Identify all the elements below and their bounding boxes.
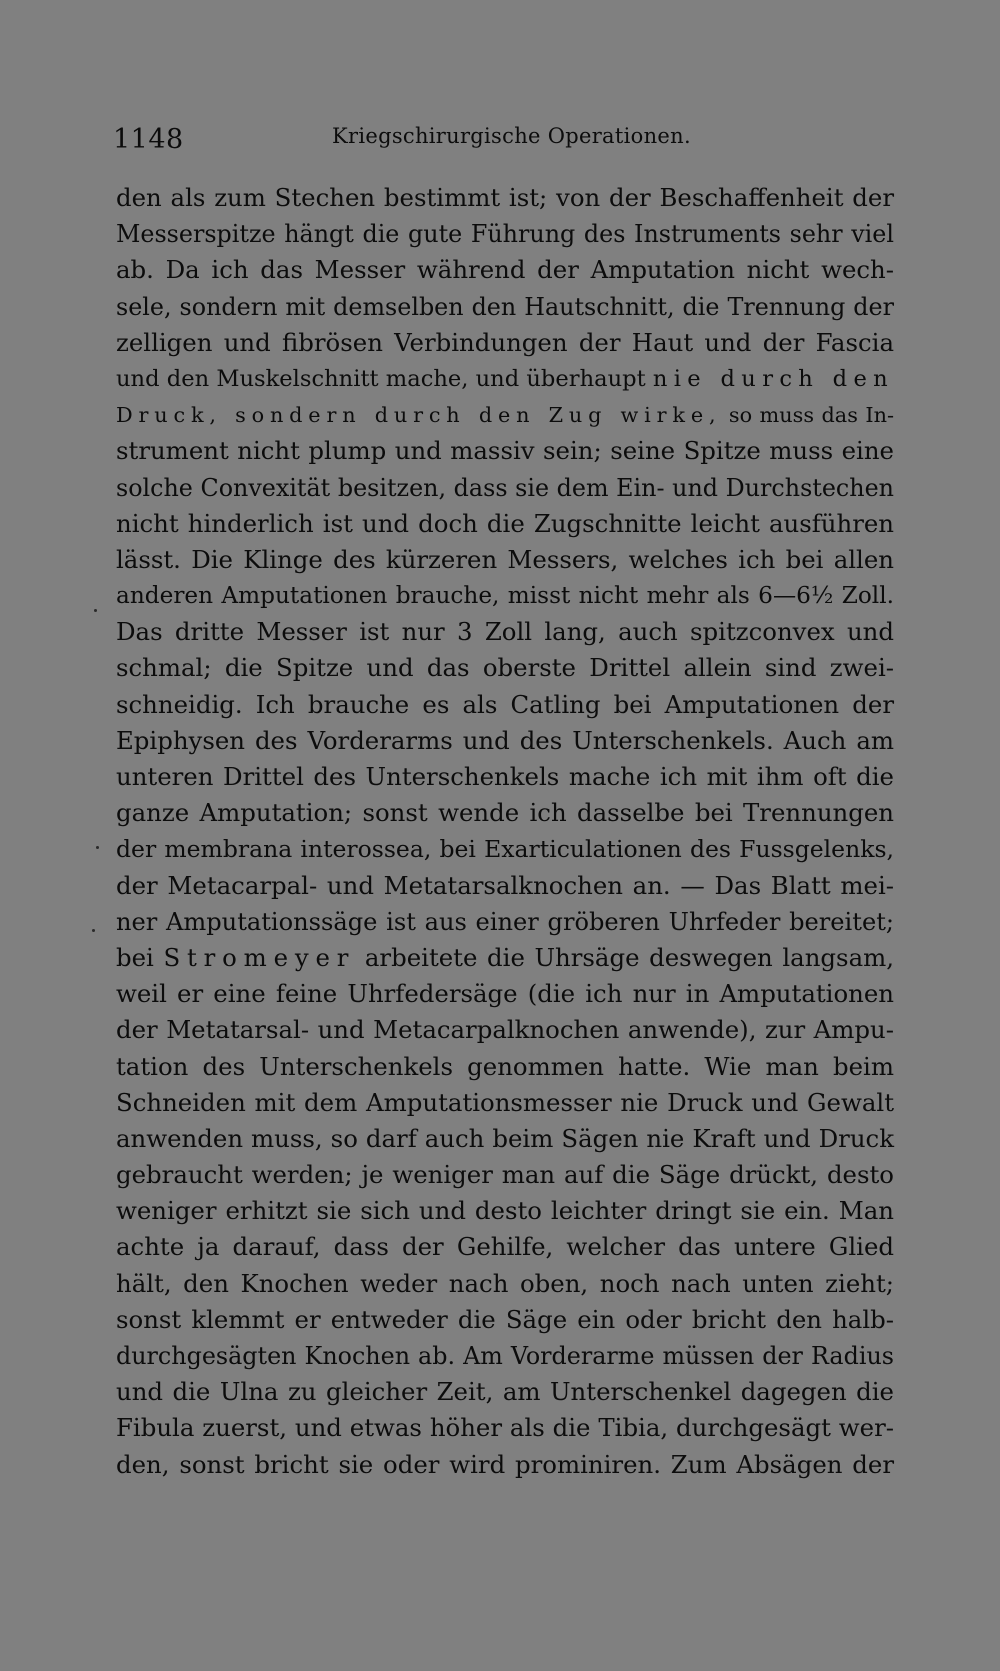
text-line: ner Amputationssäge ist aus einer gröberen Uhrfeder bereitet; [116, 907, 894, 936]
text-line: der membrana interossea, bei Exarticulationen des Fussgelenks, [116, 835, 894, 864]
text-line: sonst klemmt er entweder die Säge ein oder bricht den halb- [116, 1304, 894, 1334]
text-line: strument nicht plump und massiv sein; seine Spitze muss eine [116, 436, 894, 466]
text-line: hält, den Knochen weder nach oben, noch nach unten zieht; [116, 1268, 894, 1298]
text-line: anwenden muss, so darf auch beim Sägen nie Kraft und Druck [116, 1123, 894, 1153]
text-line: Messerspitze hängt die gute Führung des Instruments sehr viel [116, 220, 894, 249]
text-line: ganze Amputation; sonst wende ich dasselbe bei Trennungen [116, 798, 894, 828]
body-text [116, 180, 894, 1483]
text-line [116, 940, 894, 976]
text-line [116, 361, 894, 397]
text-line [116, 397, 894, 433]
text-line: Epiphysen des Vorderarms und des Unterschenkels. Auch am [116, 725, 894, 755]
text-line: weil er eine feine Uhrfedersäge (die ich nur in Amputationen [116, 979, 894, 1009]
print-speck [94, 609, 97, 612]
text-line: Fibula zuerst, und etwas höher als die Tibia, durchgesägt wer- [116, 1413, 894, 1443]
text-line: den als zum Stechen bestimmt ist; von der Beschaffenheit der [116, 183, 894, 212]
text-line: anderen Amputationen brauche, misst nicht mehr als 6—6½ Zoll. [116, 582, 894, 610]
text-line: Schneiden mit dem Amputationsmesser nie Druck und Gewalt [116, 1087, 894, 1117]
text-line: solche Convexität besitzen, dass sie dem Ein- und Durchstechen [116, 473, 894, 502]
text-line: unteren Drittel des Unterschenkels mache ich mit ihm oft die [116, 762, 894, 791]
print-speck [92, 929, 95, 932]
text-line: ab. Da ich das Messer während der Amputation nicht wech- [116, 255, 894, 285]
emphasized-text: Druck, sondern durch den Zug wirke, [116, 403, 722, 428]
text-line: und die Ulna zu gleicher Zeit, am Unterschenkel dagegen die [116, 1377, 894, 1407]
text-line: tation des Unterschenkels genommen hatte. Wie man beim [116, 1051, 894, 1081]
author-name: Stromeyer [163, 942, 356, 972]
text-line: durchgesägten Knochen ab. Am Vorderarme müssen der Radius [116, 1342, 894, 1370]
text-line: sele, sondern mit demselben den Hautschnitt, die Trennung der [116, 292, 894, 321]
text-segment: so muss das In- [728, 403, 894, 428]
text-segment: und den Muskelschnitt mache, und überhaupt [116, 365, 646, 392]
text-line: achte ja darauf, dass der Gehilfe, welcher das untere Glied [116, 1232, 894, 1262]
text-line: der Metacarpal- und Metatarsalknochen an. — Das Blatt mei- [116, 870, 894, 900]
text-line: nicht hinderlich ist und doch die Zugschnitte leicht ausführen [116, 508, 894, 538]
text-line: den, sonst bricht sie oder wird prominiren. Zum Absägen der [116, 1449, 894, 1479]
text-line: zelligen und fibrösen Verbindungen der Haut und der Fascia [116, 327, 894, 357]
emphasized-text: nie durch den [652, 365, 895, 392]
running-head: Kriegschirurgische Operationen. [332, 124, 691, 148]
print-speck [96, 846, 99, 849]
text-line: gebraucht werden; je weniger man auf die Säge drückt, desto [116, 1160, 894, 1190]
text-line: lässt. Die Klinge des kürzeren Messers, welches ich bei allen [116, 544, 894, 574]
text-line: schmal; die Spitze und das oberste Drittel allein sind zwei- [116, 653, 894, 683]
text-line: der Metatarsal- und Metacarpalknochen anwende), zur Ampu- [116, 1015, 894, 1045]
text-segment: bei [116, 942, 154, 972]
page-number: 1148 [113, 124, 184, 155]
text-line: schneidig. Ich brauche es als Catling bei Amputationen der [116, 689, 894, 719]
text-line: weniger erhitzt sie sich und desto leichter dringt sie ein. Man [116, 1196, 894, 1226]
text-line: Das dritte Messer ist nur 3 Zoll lang, auch spitzconvex und [116, 617, 894, 647]
text-segment: arbeitete die Uhrsäge deswegen langsam, [364, 942, 894, 972]
